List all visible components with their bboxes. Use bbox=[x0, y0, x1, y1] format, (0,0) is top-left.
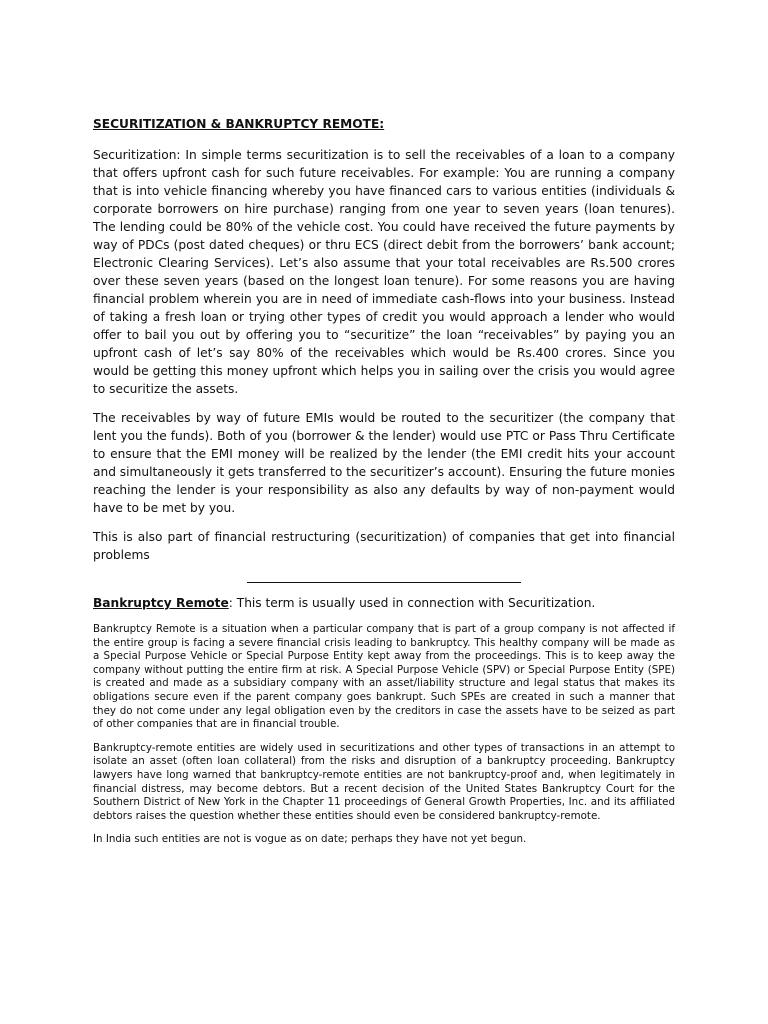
bankruptcy-remote-paragraph-india: In India such entities are not is vogue as on date; perhaps they have not yet begun. bbox=[93, 833, 527, 846]
document-page bbox=[93, 116, 675, 857]
intro-paragraph-restructuring: This is also part of financial restructuring (securitization) of companies that get into financial problems bbox=[93, 530, 675, 562]
bankruptcy-remote-paragraph-usage: Bankruptcy-remote entities are widely used in securitizations and other types of transactions in an attempt to isolate an asset (often loan collateral) from the risks and disruption of a bankruptcy proceeding. Bankruptcy lawyers have long warned that bankruptcy-remote entities are not bankruptcy-proof and, when legitimately in financial distress, may become debtors. But a recent decision of the United States Bankruptcy Court for the Southern District of New York in the Chapter 11 proceedings of General Growth Properties, Inc. and its affiliated debtors raises the question whether these entities should even be considered bankruptcy-remote. bbox=[93, 741, 675, 822]
bankruptcy-remote-intro bbox=[93, 595, 675, 612]
bankruptcy-remote-definition: : This term is usually used in connection with Securitization. bbox=[228, 596, 596, 610]
section-divider bbox=[93, 582, 675, 583]
document-heading: SECURITIZATION & BANKRUPTCY REMOTE: bbox=[93, 117, 385, 131]
horizontal-rule bbox=[247, 582, 521, 583]
bankruptcy-remote-paragraph-definition: Bankruptcy Remote is a situation when a particular company that is part of a group company is not affected if the entire group is facing a severe financial crisis leading to bankruptcy. This healthy company will be made as a Special Purpose Vehicle or Special Purpose Entity kept away from the proceedings. This is to keep away the company without putting the entire firm at risk. A Special Purpose Vehicle (SPV) or Special Purpose Entity (SPE) is created and made as a subsidiary company with an asset/liability structure and legal status that makes its obligations secure even if the parent company goes bankrupt. Such SPEs are created in such a manner that they do not come under any legal obligation even by the creditors in case the assets have to be seized as part of other companies that are in financial trouble. bbox=[93, 623, 675, 731]
intro-paragraph-receivables: The receivables by way of future EMIs would be routed to the securitizer (the company that lent you the funds). Both of you (borrower & the lender) would use PTC or Pass Thru Certificate to ensure that the EMI money will be realized by the lender (the EMI credit hits your account and simultaneously it gets transferred to the securitizer’s account). Ensuring the future monies reaching the lender is your responsibility as also any defaults by way of non-payment would have to be met by you. bbox=[93, 411, 675, 515]
bankruptcy-remote-term: Bankruptcy Remote bbox=[93, 596, 229, 610]
intro-paragraph-securitization: Securitization: In simple terms securitization is to sell the receivables of a loan to a company that offers upfront cash for such future receivables. For example: You are running a company that is into vehicle financing whereby you have financed cars to various entities (individuals & corporate borrowers on hire purchase) ranging from one year to seven years (loan tenures). The lending could be 80% of the vehicle cost. You could have received the future payments by way of PDCs (post dated cheques) or thru ECS (direct debit from the borrowers’ bank account; Electronic Clearing Services). Let’s also assume that your total receivables are Rs.500 crores over these seven years (based on the longest loan tenure). For some reasons you are having financial problem wherein you are in need of immediate cash-flows into your business. Instead of taking a fresh loan or trying other types of credit you would approach a lender who would offer to bail you out by offering you to “securitize” the loan “receivables” by paying you an upfront cash of let’s say 80% of the receivables which would be Rs.400 crores. Since you would be getting this money upfront which helps you in sailing over the crisis you would agree to securitize the assets. bbox=[93, 148, 675, 396]
